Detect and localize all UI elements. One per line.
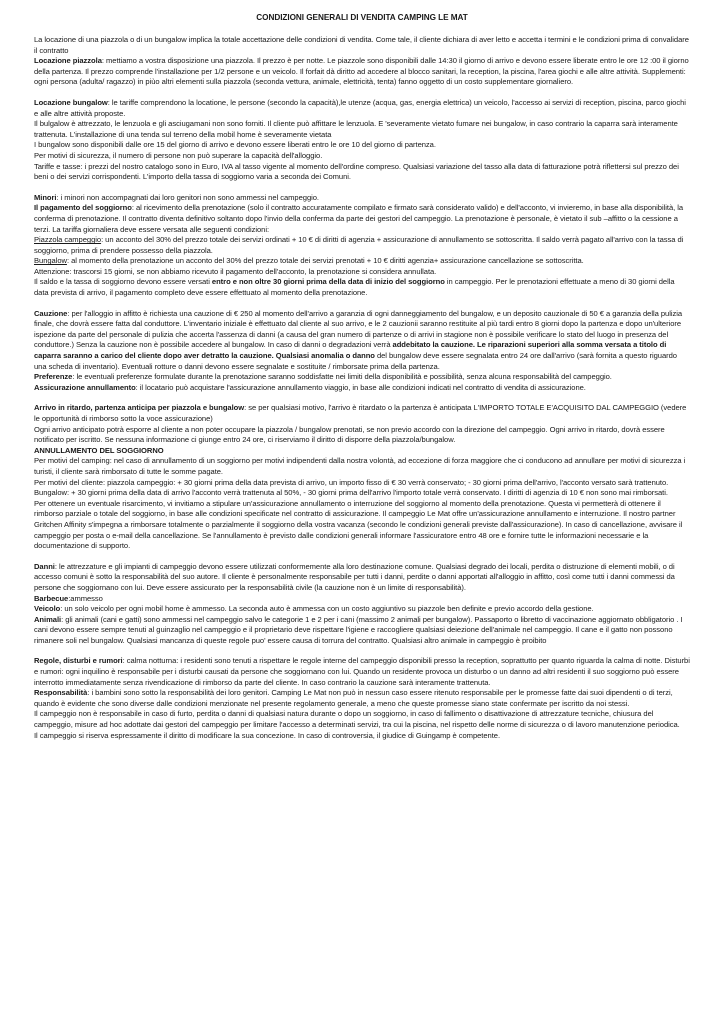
annullamento-line: Per motivi del cliente: piazzola campeggio: + 30 giorni prima della data prevista di arrivo, un importo fisso di € 30 verrà conservato; - 30 giorni prima dell'arrivo, l'acconto versato sarà trattenuto. Bungalow: + 30 giorni prima della data di arrivo l'acconto verrà trattenuta al 50%, - 30 giorni prima dell'arrivo l'importo totale verrà conservato. I diritti di agenzia di 10 € non sono mai rimborsati.	[34, 477, 669, 498]
bungalow-line: Il bulgalow è attrezzato, le lenzuola e gli asciugamani non sono forniti. Il cliente può affittare le lenzuola. E 'severamente vietato fumare nei bungalow, in caso contrario la caparra sarà interamente trattenuta. L'installazione di una tenda sul terreno della mobil home è severamente vietata	[34, 119, 678, 139]
subsection-label: Piazzola campeggio	[34, 235, 102, 245]
responsabilita-line: Il campeggio si riserva espressamente il diritto di modificare la sua concezione. In caso di controversia, il giudice di Guingamp è competente.	[34, 730, 501, 740]
section-label: Danni	[34, 561, 55, 571]
ritardo-line: Ogni arrivo anticipato potrà esporre al cliente a non poter occupare la piazzola / bungalow prenotati, se non previo accordo con la direzione del campeggio. Ogni arrivo in ritardo, dovrà essere notificato per iscritto. Se nessuna informazione ci giunge entro 24 ore, ci riserviamo il diritto di disporre della piazzola/bungalow.	[34, 424, 665, 445]
subsection-label: Bungalow	[34, 256, 67, 266]
bungalow-line: I bungalow sono disponibili dalle ore 15 del giorno di arrivo e devono essere liberati entro le ore 10 del giorno di partenza.	[34, 140, 436, 150]
pagamento-saldo: Il saldo e la tassa di soggiorno devono essere versati entro e non oltre 30 giorni prima della data di inizio del soggiorno in campeggio. Per le prenotazioni effettuate a meno di 30 giorni della data prevista di arrivo, il pagamento completo deve essere effettuato al momento della prenotazione.	[34, 277, 675, 298]
section-label: Locazione bungalow	[34, 97, 108, 107]
section-regole: Regole, disturbi e rumori: calma notturna: i residenti sono tenuti a rispettare le regole interne del campeggio disponibili presso la reception, soprattutto per quanto riguarda la calma di notte. Disturbi e rumori: ogni inquilino è responsabile per i disturbi causati da persone che soggiornano con lui. Quando un residente provoca un disturbo o un danno ad altri residenti il suo soggiorno può essere interrotto immediatamente senza rivendicazione di rimborso da parte del cliente. In caso contrario la cauzione sarà interamente trattenuta.	[34, 656, 690, 687]
bungalow-line: Tariffe e tasse: i prezzi del nostro catalogo sono in Euro, IVA al tasso vigente al momento dell'ordine compreso. Qualsiasi variazione del tasso alla data di fatturazione potrà riflettersi sul prezzo dei beni o dei servizi corrispondenti. L'importo della tassa di soggiorno varia a seconda dei Comuni.	[34, 161, 679, 182]
pagamento-bungalow: Bungalow: al momento della prenotazione un acconto del 30% del prezzo totale dei servizi prenotati + 10 € diritti agenzia+ assicurazione cancellazione se sottoscritta.	[34, 256, 584, 266]
intro-paragraph: La locazione di una piazzola o di un bungalow implica la totale accettazione delle condizioni di vendita. Come tale, il cliente dichiara di aver letto e accetta i termini e le condizioni prima di convalidare il contratto	[34, 35, 689, 55]
section-label: Cauzione	[34, 308, 68, 318]
annullamento-line: Per motivi del camping: nel caso di annullamento di un soggiorno per motivi indipendenti dalla nostra volontà, ad eccezione di forza maggiore che ci conducono ad annullare per motivi di sicurezza i turisti, il cliente sarà rimborsato di tutte le somme pagate.	[34, 456, 686, 476]
section-label: Animali	[34, 614, 62, 624]
section-label: Veicolo	[34, 604, 61, 614]
section-label: Il pagamento del soggiorno	[34, 203, 132, 213]
section-preferenze: Preferenze: le eventuali preferenze formulate durante la prenotazione saranno soddisfatte nei limiti della disponibilità e possibilità, senza alcuna responsabilità del campeggio.	[34, 372, 612, 382]
section-label: Preferenze	[34, 372, 73, 382]
section-arrivo-ritardo: Arrivo in ritardo, partenza anticipa per piazzola e bungalow: se per qualsiasi motivo, l'arrivo è ritardato o la partenza è anticipata L'IMPORTO TOTALE E'ACQUISITO DAL CAMPEGGIO (vedere le opportunità di rimborso sotto la voce assicurazione)	[34, 403, 687, 423]
annullamento-line: Per ottenere un eventuale risarcimento, vi invitiamo a stipulare un'assicurazione annullamento o interruzione del soggiorno al momento della prenotazione. Questa vi permetterà di ottenere il rimborso parziale o totale del soggiorno, in base alle condizioni specificate nel contratto di assicurazione. Il campeggio Le Mat offre un'assicurazione annullamento e interruzione. Il nostro partner Gritchen Affinity s'impegna a rimborsare totalmente o parzialmente il soggiorno della vostra vacanza (secondo le condizioni generali previste dall'assicurazione). In caso di cancellazione, avvisare il campeggio per posta o e-mail della cancellazione. Se l'annullamento è previsto dalle condizioni generali informare l'assicuratore entro 48 ore e fornire tutte le informazioni necessarie e la documentazione di supporto.	[34, 498, 683, 551]
section-label: Arrivo in ritardo, partenza anticipa per piazzola e bungalow	[34, 403, 245, 413]
section-label: Responsabilità	[34, 688, 88, 698]
responsabilita-line: Il campeggio non è responsabile in caso di furto, perdita o danni di qualsiasi natura durante o dopo un soggiorno, in caso di fallimento o disattivazione di attrezzature tecniche, chiusura del campeggio, misure ad hoc adottate dai gestori del campeggio per limitare l'accesso a determinati servizi, tra cui la piscina, nel rispetto delle norme di sicurezza o di lavoro manutenzione periodica.	[34, 709, 680, 730]
bungalow-line: Per motivi di sicurezza, il numero di persone non può superare la capacità dell'alloggio.	[34, 150, 323, 160]
section-label: Minori	[34, 192, 57, 202]
section-animali: Animali: gli animali (cani e gatti) sono ammessi nel campeggio salvo le categorie 1 e 2 per i cani (massimo 2 animali per bungalow). Passaporto o libretto di vaccinazione aggiornato obbligatorio . I cani devono essere sempre tenuti al guinzaglio nel campeggio e il proprietario deve rispettare l'igiene e raccogliere qualsiasi deiezione dell'animale nel campeggio. Il cane e il gatto non possono rimanere soli nel bungalow. Qualsiasi mancanza di queste regole puo' essere causa di torrura del contratto. Qualsiasi altro animale in campeggio è proibito	[34, 614, 683, 645]
section-pagamento: Il pagamento del soggiorno: al ricevimento della prenotazione (solo il contratto accuratamente compilato e firmato sarà considerato valido) e dell'acconto, vi invieremo, in base alla disponibilità, la conferma di prenotazione. Il contratto diventa definitivo soltanto dopo l'invio della conferma da parte dei gestori del campeggio. La prenotazione è personale, è vietato il sub –affitto o la cessione a terzi. La tariffa giornaliera deve essere versata alle seguenti condizioni:	[34, 203, 684, 234]
section-cauzione: Cauzione: per l'alloggio in affitto è richiesta una cauzione di € 250 al momento dell'arrivo a garanzia di ogni danneggiamento del bungalow, e un deposito cauzionale di 50 € a garanzia della pulizia finale, che dovrà essere fatta dal conduttore. L'inventario iniziale è effettuato dal cliente al suo arrivo, e le 2 cauzionii saranno restituite al più tardi entro 8 giorni dopo la partenza e dopo un'ulteriore ispezione da parte del personale di pulizia che accerta l'assenza di danni (a causa del gran numero di partenze o di arrivi in stagione non è possibile verificare lo stato del luogo in presenza del conduttore.) Senza la cauzione non è possibile accedere al bungalow. In caso di danni o degradazioni verrà addebitato la cauzione. Le riparazioni superiori alla somma versata a titolo di caparra saranno a carico del cliente dopo aver detratto la cauzione. Qualsiasi anomalia o danno del bungalow deve essere segnalata entro 24 ore dall'arrivo (sarà fornita a questo riguardo una scheda di inventario). Eventuali rotture o danni devono essere segnalate e sostituite / rimborsate prima della partenza.	[34, 308, 683, 371]
section-locazione-bungalow: Locazione bungalow: le tariffe comprendono la locatione, le persone (secondo la capacità),le utenze (acqua, gas, energia elettrica) un veicolo, l'accesso ai servizi di reception, piscina, parco giochi e alle altre attività proposte.	[34, 97, 686, 118]
pagamento-piazzola: Piazzola campeggio: un acconto del 30% del prezzo totale dei servizi ordinati + 10 € di diritti di agenzia + assicurazione di annullamento se sottoscritta. Il saldo verrà pagato all'arrivo con la tassa di soggiorno, prima di prendere possesso della piazzola.	[34, 235, 684, 255]
pagamento-attenzione: Attenzione: trascorsi 15 giorni, se non abbiamo ricevuto il pagamento dell'acconto, la prenotazione si considera annullata.	[34, 266, 437, 276]
section-label: Barbecue	[34, 593, 69, 603]
section-responsabilita: Responsabilità: i bambini sono sotto la responsabilità dei loro genitori. Camping Le Mat non può in nessun caso essere ritenuto responsabile per le promesse fatte dai suoi dipendenti o di terzi, quando è evidente che sono diverse dalle condizioni menzionate nel presente regolamento generale, a meno che queste promesse siano state confermate per iscritto da noi stessi.	[34, 688, 673, 708]
document-title: CONDIZIONI GENERALI DI VENDITA CAMPING LE MAT	[256, 13, 468, 22]
section-label: Locazione piazzola	[34, 56, 102, 66]
section-danni: Danni: le attrezzature e gli impianti di campeggio devono essere utilizzati conformemente alla loro destinazione comune. Qualsiasi degrado dei locali, perdita o distruzione di elementi mobili, o di accesso comuni è sotto la responsabilità del suo autore. Il cliente è personalmente responsabile per tutti i danni, perdite o danni apportati all'alloggio in affitto, così come tutti i danni commessi da persone che soggiornano con lui. Deve essere assicurato per la responsabilità civile (la cauzione non è un limite di responsabilità).	[34, 561, 675, 592]
section-label: Regole, disturbi e rumori	[34, 656, 123, 666]
section-label: Assicurazione annullamento	[34, 382, 136, 392]
section-barbecue: Barbecue:ammesso	[34, 593, 103, 603]
section-minori: Minori: i minori non accompagnati dai loro genitori non sono ammessi nel campeggio.	[34, 192, 319, 202]
section-heading-annullamento: ANNULLAMENTO DEL SOGGIORNO	[34, 445, 164, 455]
section-assicurazione: Assicurazione annullamento: il locatario può acquistare l'assicurazione annullamento viaggio, in base alle condizioni indicati nel contratto di vendita di assicurazione.	[34, 382, 586, 392]
section-veicolo: Veicolo: un solo veicolo per ogni mobil home è ammesso. La seconda auto è ammessa con un costo aggiuntivo su piazzole ben definite e previo accordo della gestione.	[34, 604, 594, 614]
section-locazione-piazzola: Locazione piazzola: mettiamo a vostra disposizione una piazzola. Il prezzo è per notte. Le piazzole sono disponibili dalle 14:30 il giorno di arrivo e devono essere liberate entro le ore 12 :00 il giorno della partenza. Il prezzo comprende l'installazione per 1/2 persone e un veicolo. Il forfait dà diritto ad accedere al blocco sanitari, la reception, la piscina, l'area giochi e alle altre attività. Supplementi: ogni persona (adulta/ ragazzo) in piùo altri elementi sulla piazzola (seconda vettura, animale, elettricità, tenta) fanno oggetto di un costo supplementare giornaliero.	[34, 56, 689, 87]
